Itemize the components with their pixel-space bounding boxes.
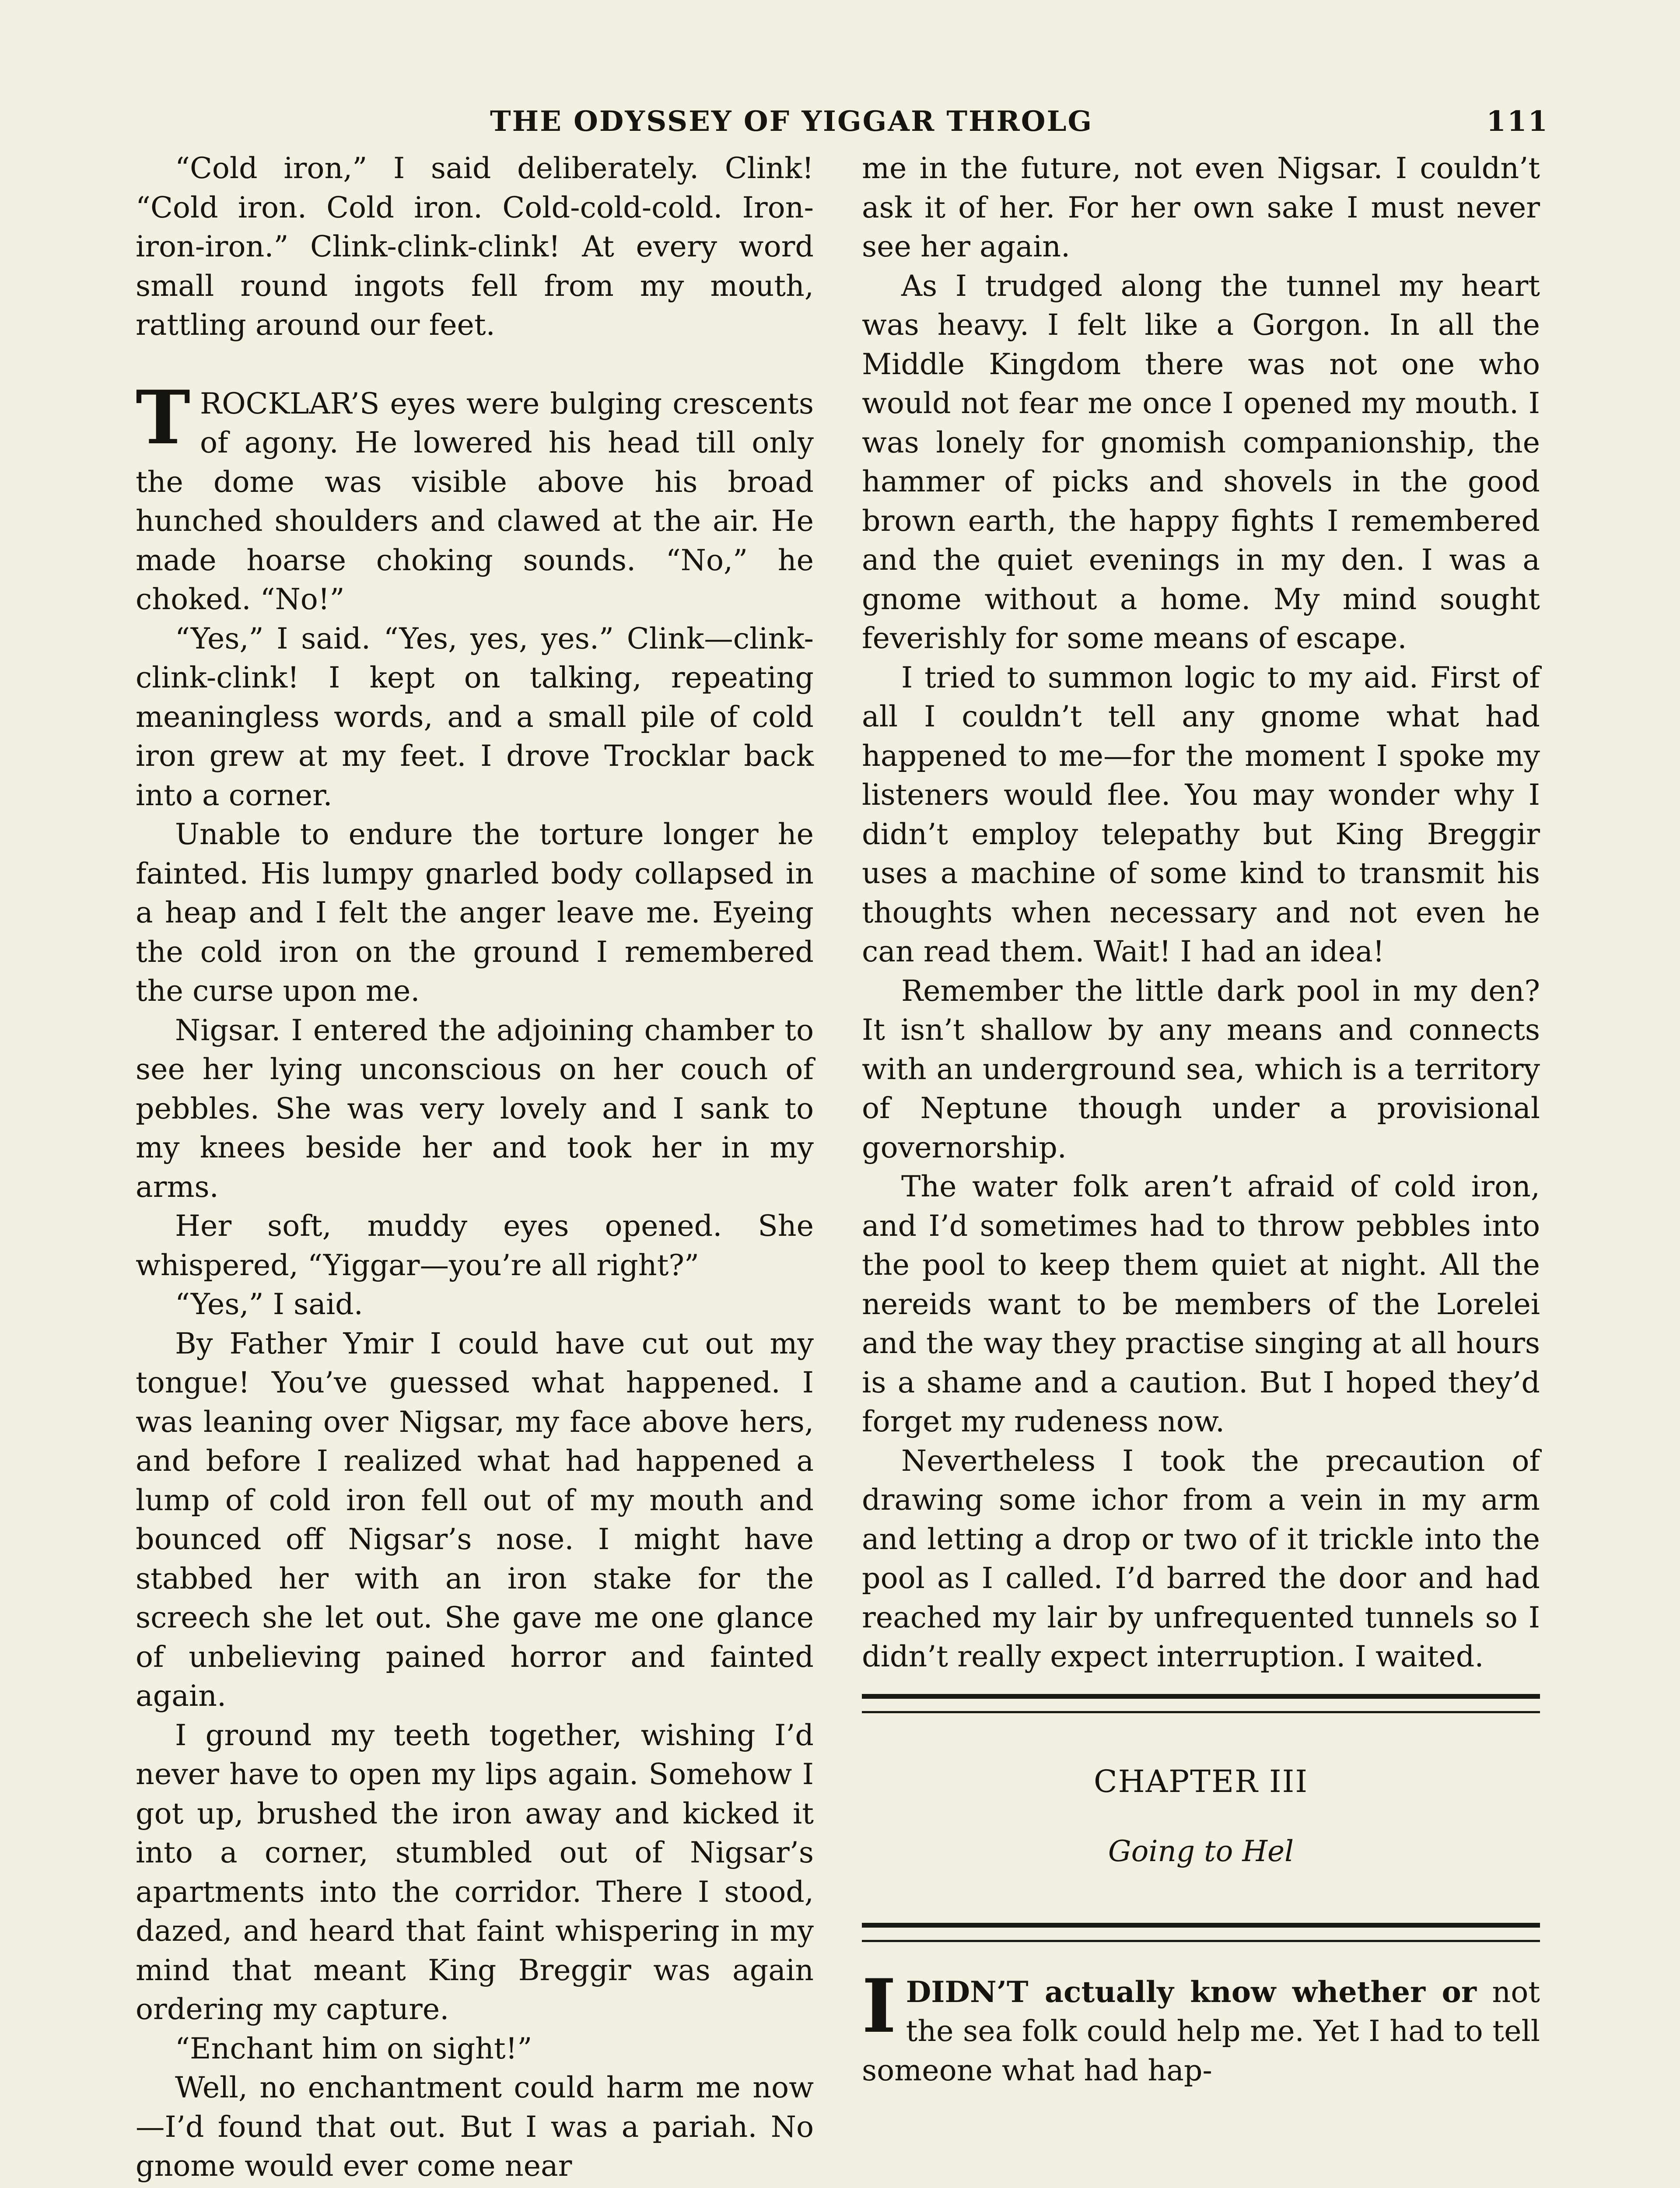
paragraph: Her soft, muddy eyes opened. She whispered, “Yiggar—you’re all right?”: [136, 1209, 814, 1282]
paragraph: I tried to summon logic to my aid. First of all I couldn’t tell any gnome what had happened to me—for the moment I spoke my listeners would flee. You may wonder why I didn’t employ telepathy but King Breggir uses a machine of some kind to transmit his thoughts when necessary and not even he can read them. Wait! I had an idea!: [862, 660, 1540, 968]
paragraph: “Enchant him on sight!”: [175, 2031, 532, 2065]
paragraph: Unable to endure the torture longer he fainted. His lumpy gnarled body collapsed in a heap and I felt the anger leave me. Eyeing the cold iron on the ground I remembered the curse upon me.: [136, 817, 814, 1008]
paragraph-text: not the sea folk could help me. Yet I had to tell someone what had hap-: [862, 1974, 1540, 2087]
left-column: [136, 149, 814, 2186]
paragraph: Remember the little dark pool in my den? It isn’t shallow by any means and connects with an underground sea, which is a territory of Neptune though under a provisional governorship.: [862, 973, 1540, 1164]
paragraph: “Yes,” I said. “Yes, yes, yes.” Clink—clink-clink-clink! I kept on talking, repeating meaningless words, and a small pile of cold iron grew at my feet. I drove Trocklar back into a corner.: [136, 621, 814, 812]
paragraph: “Cold iron,” I said deliberately. Clink! “Cold iron. Cold iron. Cold-cold-cold. Iron-iron-iron.” Clink-clink-clink! At every word small round ingots fell from my mouth, rattling around our feet.: [136, 151, 814, 342]
paragraph-with-dropcap: [136, 374, 814, 619]
chapter-heading: CHAPTER III: [1094, 1763, 1308, 1799]
paragraph: By Father Ymir I could have cut out my tongue! You’ve guessed what happened. I was leaning over Nigsar, my face above hers, and before I realized what had happened a lump of cold iron fell out of my mouth and bounced off Nigsar’s nose. I might have stabbed her with an iron stake for the screech she let out. She gave me one glance of unbelieving pained horror and fainted again.: [136, 1326, 814, 1713]
section-divider: [862, 1923, 1540, 1942]
paragraph: The water folk aren’t afraid of cold iron, and I’d sometimes had to throw pebbles into the pool to keep them quiet at night. All the nereids want to be members of the Lorelei and the way they practise singing at all hours is a shame and a caution. But I hoped they’d forget my rudeness now.: [862, 1169, 1540, 1438]
paragraph: Nigsar. I entered the adjoining chamber to see her lying unconscious on her couch of pebbles. She was very lovely and I sank to my knees beside her and took her in my arms.: [136, 1013, 814, 1204]
drop-cap: T: [136, 374, 191, 461]
chapter-subtitle: Going to Hel: [1108, 1834, 1294, 1868]
drop-cap: I: [862, 1962, 896, 2049]
paragraph-with-dropcap: [862, 1962, 1540, 2090]
right-column: [862, 149, 1540, 2090]
paragraph: As I trudged along the tunnel my heart was heavy. I felt like a Gorgon. In all the Middle Kingdom there was not one who would not fear me once I opened my mouth. I was lonely for gnomish companionship, the hammer of picks and shovels in the good brown earth, the happy fights I remembered and the quiet evenings in my den. I was a gnome without a home. My mind sought feverishly for some means of escape.: [862, 268, 1540, 655]
paragraph: I ground my teeth together, wishing I’d never have to open my lips again. Somehow I got up, brushed the iron away and kicked it into a corner, stumbled out of Nigsar’s apartments into the corridor. There I stood, dazed, and heard that faint whispering in my mind that meant King Breggir was again ordering my capture.: [136, 1718, 814, 2026]
section-divider: [862, 1694, 1540, 1713]
paragraph-lead-in: DIDN’T actually know whether or: [906, 1974, 1477, 2009]
page-number: 111: [1486, 105, 1549, 138]
running-title: THE ODYSSEY OF YIGGAR THROLG: [490, 105, 1093, 138]
paragraph: Well, no enchantment could harm me now—I’d found that out. But I was a pariah. No gnome would ever come near: [136, 2070, 814, 2183]
paragraph: me in the future, not even Nigsar. I couldn’t ask it of her. For her own sake I must never see her again.: [862, 151, 1540, 263]
running-header: [490, 105, 1549, 149]
paragraph: “Yes,” I said.: [175, 1287, 363, 1321]
paragraph: Nevertheless I took the precaution of drawing some ichor from a vein in my arm and letting a drop or two of it trickle into the pool as I called. I’d barred the door and had reached my lair by unfrequented tunnels so I didn’t really expect interruption. I waited.: [862, 1443, 1540, 1673]
paragraph-text: ROCKLAR’S eyes were bulging crescents of agony. He lowered his head till only the dome was visible above his broad hunched shoulders and clawed at the air. He made hoarse choking sounds. “No,” he choked. “No!”: [136, 386, 814, 616]
